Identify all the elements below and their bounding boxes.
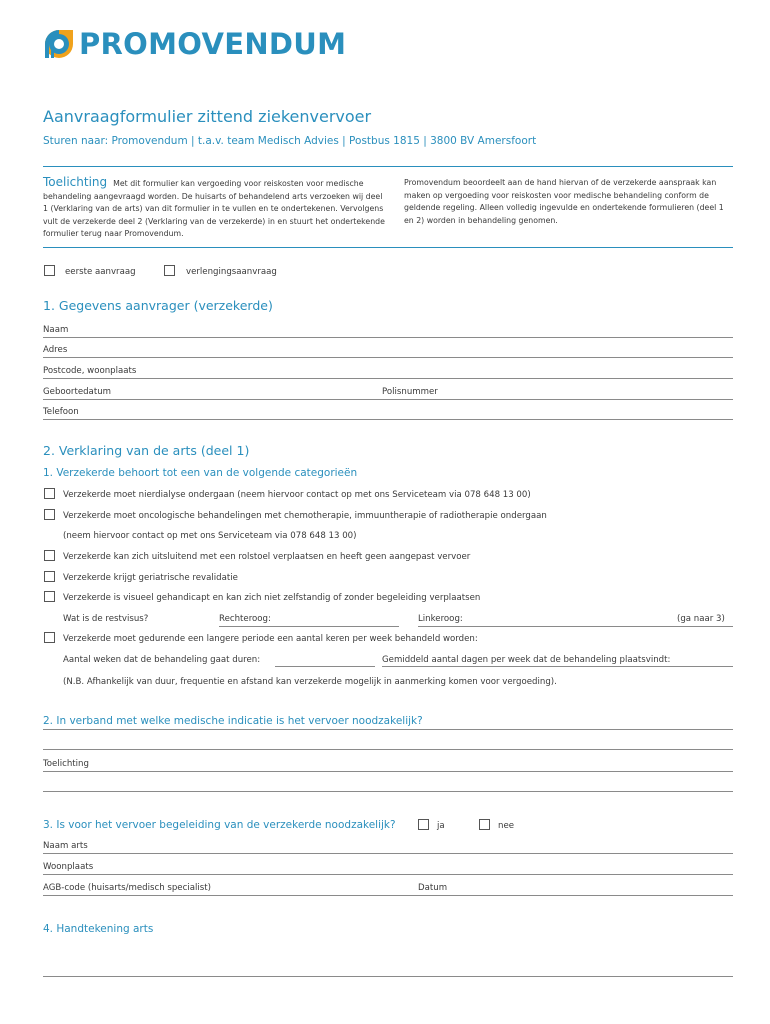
wheelchair-checkbox[interactable] — [44, 550, 55, 561]
visus-label: Wat is de restvisus? — [63, 614, 149, 624]
doctor-city-field[interactable] — [43, 874, 733, 875]
oncology-label: Verzekerde moet oncologische behandelingen met chemotherapie, immuuntherapie of radiotherapie ondergaan — [63, 511, 547, 521]
explanation-field[interactable] — [43, 771, 733, 772]
phone-field[interactable] — [43, 419, 733, 420]
q3-title: 3. Is voor het vervoer begeleiding van de verzekerde noodzakelijk? — [43, 819, 396, 831]
signature-field[interactable] — [43, 976, 733, 977]
first-request-label: eerste aanvraag — [65, 267, 136, 277]
days-label: Gemiddeld aantal dagen per week dat de behandeling plaatsvindt: — [382, 655, 671, 665]
right-eye-label: Rechteroog: — [219, 614, 271, 624]
section2-title: 2. Verklaring van de arts (deel 1) — [43, 443, 250, 458]
weeks-label: Aantal weken dat de behandeling gaat duren: — [63, 655, 261, 665]
goto-note: (ga naar 3) — [677, 614, 725, 624]
geriatric-checkbox[interactable] — [44, 571, 55, 582]
explanation-label: Toelichting — [43, 759, 89, 769]
name-label: Naam — [43, 325, 69, 335]
visual-label: Verzekerde is visueel gehandicapt en kan zich niet zelfstandig of zonder begeleiding verplaatsen — [63, 593, 481, 603]
phone-label: Telefoon — [43, 407, 79, 417]
escort-yes-label: ja — [437, 821, 445, 831]
weeks-field[interactable] — [275, 666, 375, 667]
left-eye-label: Linkeroog: — [418, 614, 463, 624]
brand-logo — [43, 28, 346, 60]
oncology-note: (neem hiervoor contact op met ons Serviceteam via 078 648 13 00) — [63, 531, 357, 541]
date-label: Datum — [418, 883, 448, 893]
promovendum-logo-icon — [43, 28, 75, 60]
dialysis-label: Verzekerde moet nierdialyse ondergaan (neem hiervoor contact op met ons Serviceteam via 078 648 13 00) — [63, 490, 531, 500]
wheelchair-label: Verzekerde kan zich uitsluitend met een rolstoel verplaatsen en heeft geen aangepast vervoer — [63, 552, 471, 562]
dob-label: Geboortedatum — [43, 387, 112, 397]
divider — [43, 166, 733, 167]
intro-left — [43, 176, 386, 241]
agb-label: AGB-code (huisarts/medisch specialist) — [43, 883, 211, 893]
left-eye-field[interactable] — [418, 626, 733, 627]
escort-yes-checkbox[interactable] — [418, 819, 429, 830]
frequent-treatment-label: Verzekerde moet gedurende een langere periode een aantal keren per week behandeld worden: — [63, 634, 478, 644]
page-subtitle: Sturen naar: Promovendum | t.a.v. team Medisch Advies | Postbus 1815 | 3800 BV Amersfoort — [43, 135, 537, 147]
doctor-name-field[interactable] — [43, 853, 733, 854]
brand-name: PROMOVENDUM — [79, 27, 347, 61]
nb-note: (N.B. Afhankelijk van duur, frequentie en afstand kan verzekerde mogelijk in aanmerking komen voor vergoeding). — [63, 677, 557, 687]
doctor-name-label: Naam arts — [43, 841, 88, 851]
oncology-checkbox[interactable] — [44, 509, 55, 520]
q4-title: 4. Handtekening arts — [43, 923, 154, 935]
address-label: Adres — [43, 345, 68, 355]
extension-request-checkbox[interactable] — [164, 265, 175, 276]
page-title: Aanvraagformulier zittend ziekenvervoer — [43, 107, 372, 126]
divider — [43, 247, 733, 248]
extension-request-label: verlengingsaanvraag — [186, 267, 277, 277]
postcode-label: Postcode, woonplaats — [43, 366, 137, 376]
q1-title: 1. Verzekerde behoort tot een van de volgende categorieën — [43, 467, 358, 479]
dob-policy-field[interactable] — [43, 399, 733, 400]
indication-field[interactable] — [43, 729, 733, 730]
frequent-treatment-checkbox[interactable] — [44, 632, 55, 643]
first-request-checkbox[interactable] — [44, 265, 55, 276]
days-field[interactable] — [382, 666, 733, 667]
right-eye-field[interactable] — [219, 626, 399, 627]
explanation-field-2[interactable] — [43, 791, 733, 792]
doctor-city-label: Woonplaats — [43, 862, 94, 872]
escort-no-label: nee — [498, 821, 515, 831]
q2-title: 2. In verband met welke medische indicatie is het vervoer noodzakelijk? — [43, 715, 423, 727]
intro-lead: Toelichting — [43, 175, 108, 189]
visual-checkbox[interactable] — [44, 591, 55, 602]
dialysis-checkbox[interactable] — [44, 488, 55, 499]
intro-right: Promovendum beoordeelt aan de hand hiervan of de verzekerde aanspraak kan maken op vergoeding voor reiskosten voor medische behandeling conform de geldende regeling. Alleen volledig ingevulde en ondertekende formulieren (deel 1 en 2) worden in behandeling genomen. — [404, 178, 724, 225]
escort-no-checkbox[interactable] — [479, 819, 490, 830]
intro-left-text: Met dit formulier kan vergoeding voor reiskosten voor medische behandeling aangevraagd worden. De huisarts of behandelend arts verzoeken wij deel 1 (Verklaring van de arts) van dit formulier in te vullen en te ondertekenen. Vervolgens vult de verzekerde deel 2 (Verklaring van de verzekerde) in en stuurt het ondertekende formulier terug naar Promovendum. — [43, 179, 385, 239]
geriatric-label: Verzekerde krijgt geriatrische revalidatie — [63, 573, 238, 583]
policy-label: Polisnummer — [382, 387, 438, 397]
postcode-field[interactable] — [43, 378, 733, 379]
indication-field-2[interactable] — [43, 749, 733, 750]
agb-date-field[interactable] — [43, 895, 733, 896]
section1-title: 1. Gegevens aanvrager (verzekerde) — [43, 298, 273, 313]
name-field[interactable] — [43, 337, 733, 338]
address-field[interactable] — [43, 357, 733, 358]
